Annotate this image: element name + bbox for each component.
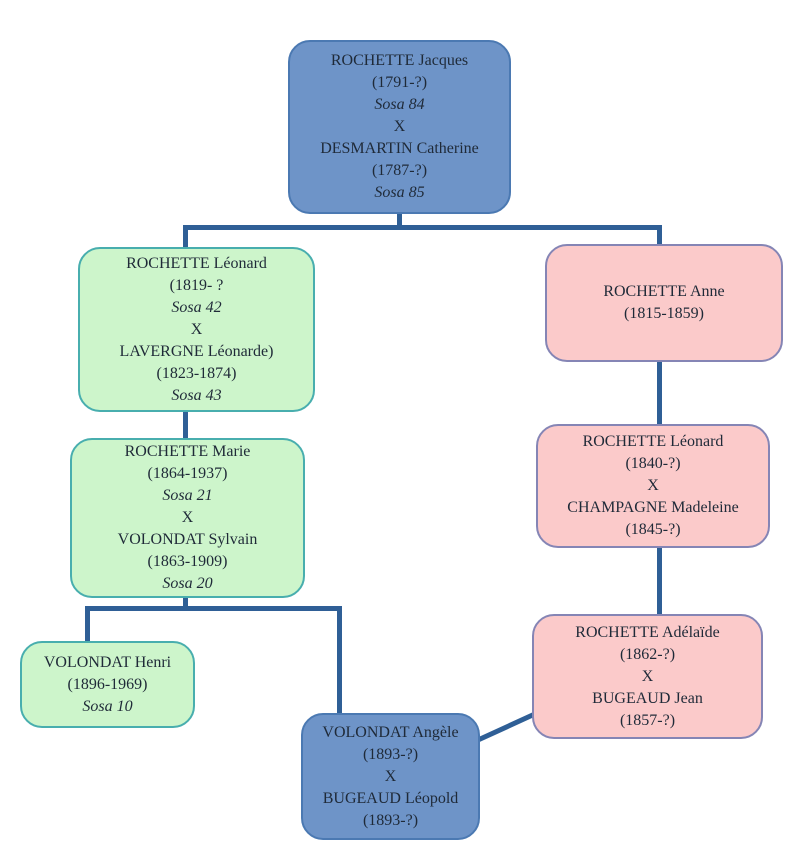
node-text-line: (1864-1937) bbox=[147, 465, 228, 482]
node-text-line: BUGEAUD Jean bbox=[592, 689, 703, 707]
connector-top-horizontal bbox=[183, 225, 661, 230]
connector-leonard-to-marie bbox=[183, 410, 188, 441]
node-volondat-angele[interactable] bbox=[301, 713, 480, 840]
node-text-line: (1893-?) bbox=[362, 745, 419, 763]
node-rochette-adelaide[interactable] bbox=[532, 614, 763, 739]
node-rochette-jacques[interactable] bbox=[288, 40, 511, 214]
node-text-line: ROCHETTE Jacques bbox=[330, 52, 469, 69]
node-text-line: (1791-?) bbox=[371, 74, 428, 91]
node-text-line: (1857-?) bbox=[619, 711, 676, 729]
node-text-line: X bbox=[384, 767, 397, 785]
connector-leonard-to-adelaide bbox=[657, 546, 662, 617]
node-text-line: (1893-?) bbox=[362, 811, 419, 829]
node-text-line: VOLONDAT Angèle bbox=[322, 723, 459, 741]
node-text-line: LAVERGNE Léonarde) bbox=[119, 342, 274, 360]
node-text-line: (1862-?) bbox=[619, 645, 676, 663]
node-text-line: ROCHETTE Adélaïde bbox=[575, 623, 720, 641]
node-text-line: X bbox=[641, 667, 654, 685]
node-text-line: ROCHETTE Léonard bbox=[582, 433, 724, 450]
node-text-line: (1863-1909) bbox=[147, 553, 228, 570]
node-text-line: X bbox=[647, 477, 659, 494]
node-text-line: VOLONDAT Henri bbox=[43, 653, 172, 671]
connector-drop-henri bbox=[85, 606, 90, 643]
node-text-line: ROCHETTE Anne bbox=[603, 283, 725, 300]
node-text-line: Sosa 10 bbox=[82, 697, 133, 715]
node-text-line: Sosa 85 bbox=[374, 184, 425, 201]
node-text-line: ROCHETTE Marie bbox=[124, 443, 251, 460]
node-text-line: (1896-1969) bbox=[67, 675, 148, 693]
node-rochette-marie[interactable] bbox=[70, 438, 305, 598]
connector-drop-angele bbox=[337, 606, 342, 715]
node-text-line: Sosa 42 bbox=[171, 298, 222, 316]
node-rochette-leonard-1819[interactable] bbox=[78, 247, 315, 412]
node-text-line: Sosa 21 bbox=[162, 487, 213, 504]
connector-bottom-horizontal bbox=[85, 606, 342, 611]
connector-anne-to-leonard bbox=[657, 360, 662, 427]
node-text-line: CHAMPAGNE Madeleine bbox=[567, 499, 739, 516]
node-text-line: (1815-1859) bbox=[624, 305, 704, 322]
node-rochette-anne[interactable] bbox=[545, 244, 783, 362]
node-text-line: Sosa 43 bbox=[171, 386, 222, 404]
node-text-line: (1823-1874) bbox=[156, 364, 237, 382]
node-text-line: ROCHETTE Léonard bbox=[126, 254, 267, 272]
node-text-line: (1845-?) bbox=[625, 521, 681, 538]
node-text-line: (1819- ? bbox=[169, 276, 224, 294]
node-text-line: X bbox=[181, 509, 194, 526]
node-text-line: (1840-?) bbox=[625, 455, 681, 472]
node-text-line: Sosa 20 bbox=[162, 575, 213, 592]
node-volondat-henri[interactable] bbox=[20, 641, 195, 728]
node-text-line: X bbox=[393, 118, 406, 135]
node-rochette-leonard-1840[interactable] bbox=[536, 424, 770, 548]
node-text-line: Sosa 84 bbox=[374, 96, 425, 113]
node-text-line: VOLONDAT Sylvain bbox=[117, 531, 258, 548]
node-text-line: (1787-?) bbox=[371, 162, 428, 179]
node-text-line: X bbox=[190, 320, 203, 338]
node-text-line: BUGEAUD Léopold bbox=[322, 789, 459, 807]
node-text-line: DESMARTIN Catherine bbox=[320, 140, 479, 157]
